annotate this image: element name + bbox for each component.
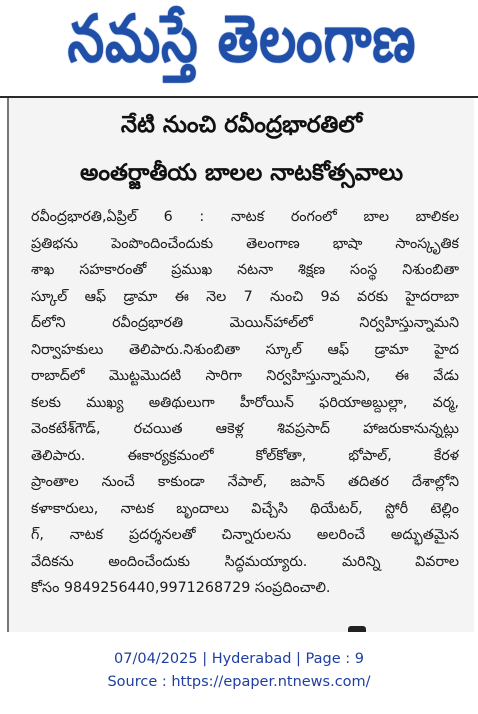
body-line: రాబాద్‌లో మొట్టమొదటి సారిగా నిర్వహిస్తున్నామని, ఈ వేడు — [31, 368, 459, 384]
footer-date-line: 07/04/2025 | Hyderabad | Page : 9 — [114, 651, 364, 667]
body-line: ప్రతిభను పెంపొందించేందుకు తెలంగాణ భాషా సాంస్కృతిక — [31, 235, 459, 252]
news-clipping — [7, 98, 474, 632]
body-line: నిర్వాహకులు తెలిపారు.నిశుంబితా స్కూల్ ఆఫ్ డ్రామా హైద — [31, 341, 459, 358]
footer-source-line: Source : https://epaper.ntnews.com/ — [107, 674, 371, 690]
body-line: ప్రాంతాల నుంచే కాకుండా నేపాల్, జపాన్ తదితర దేశాల్లోని — [31, 474, 459, 490]
body-line: ద్‌లోని రవీంద్రభారతి మెయిన్‌హాల్‌లో నిర్వహిస్తున్నామని — [31, 315, 459, 331]
body-line: తెలిపారు. ఈకార్యక్రమంలో కోల్‌కోతా, భోపాల్, కేరళ — [31, 447, 459, 464]
body-line: శాఖ సహకారంతో ప్రముఖ నటనా శిక్షణ సంస్థ నిశుంబితా — [31, 262, 459, 278]
body-line: కలకు ముఖ్య అతిథులుగా హీరోయిన్ ఫరియాఅబ్దుల్లా, వర్మ, — [31, 394, 459, 411]
headline-line-2: అంతర్జాతీయ బాలల నాటకోత్సవాలు — [79, 160, 404, 186]
newspaper-logo: నమస్తే తెలంగాణ — [67, 1, 417, 77]
clipping-cut-mark — [348, 626, 366, 632]
body-line: కళాకారులు, నాటక బృందాలు విచ్చేసి థియేటర్, స్టోరీ టెల్లిం — [31, 500, 459, 517]
article-body — [31, 204, 459, 602]
headline-line-1: నేటి నుంచి రవీంద్రభారతిలో — [120, 112, 363, 138]
newspaper-masthead — [0, 0, 478, 98]
body-line: వెంకటేశ్‌గౌడ్, రచయిత ఆకెళ్ల శివప్రసాద్ హాజరుకానున్నట్లు — [31, 421, 459, 437]
body-line: రవీంద్రభారతి,ఏప్రిల్ 6 : నాటక రంగంలో బాల బాలికల — [31, 209, 459, 225]
body-line: కోసం 9849256440,9971268729 సంప్రదించాలి. — [31, 580, 331, 596]
body-line: వేదికను అందించేందుకు సిద్ధమయ్యారు. మరిన్ని వివరాల — [31, 553, 459, 570]
body-line: గ్, నాటక ప్రదర్శనలతో చిన్నారులను అలరించే అద్భుతమైన — [31, 527, 459, 543]
body-line: స్కూల్ ఆఫ్ డ్రామా ఈ నెల 7 నుంచి 9వ వరకు హైదరాబా — [31, 288, 459, 305]
